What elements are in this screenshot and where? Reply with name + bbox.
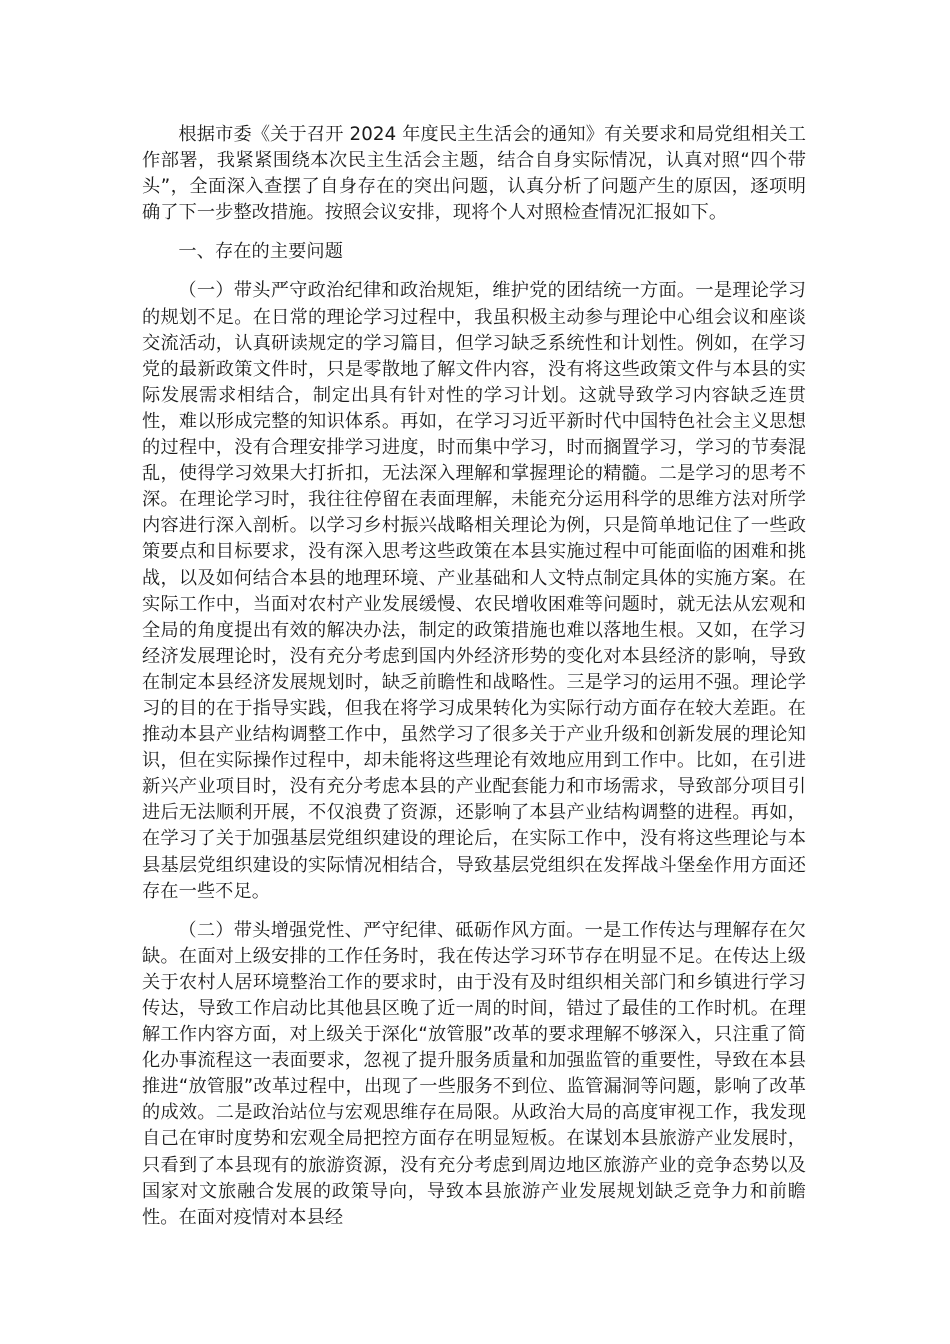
intro-paragraph: 根据市委《关于召开 2024 年度民主生活会的通知》有关要求和局党组相关工作部署，我紧紧围绕本次民主生活会主题，结合自身实际情况，认真对照“四个带头”，全面深入查摆了自身存在的突出问题，认真分析了问题产生的原因，逐项明确了下一步整改措施。按照会议安排，现将个人对照检查情况汇报如下。 [142, 124, 806, 224]
document-body [142, 122, 806, 1231]
section-heading: 一、存在的主要问题 [178, 241, 343, 263]
section-1-paragraph: （一）带头严守政治纪律和政治规矩，维护党的团结统一方面。一是理论学习的规划不足。在日常的理论学习过程中，我虽积极主动参与理论中心组会议和座谈交流活动，认真研读规定的学习篇目，但学习缺乏系统性和计划性。例如，在学习党的最新政策文件时，只是零散地了解文件内容，没有将这些政策文件与本县的实际发展需求相结合，制定出具有针对性的学习计划。这就导致学习内容缺乏连贯性，难以形成完整的知识体系。再如，在学习习近平新时代中国特色社会主义思想的过程中，没有合理安排学习进度，时而集中学习，时而搁置学习，学习的节奏混乱，使得学习效果大打折扣，无法深入理解和掌握理论的精髓。二是学习的思考不深。在理论学习时，我往往停留在表面理解，未能充分运用科学的思维方法对所学内容进行深入剖析。以学习乡村振兴战略相关理论为例，只是简单地记住了一些政策要点和目标要求，没有深入思考这些政策在本县实施过程中可能面临的困难和挑战，以及如何结合本县的地理环境、产业基础和人文特点制定具体的实施方案。在实际工作中，当面对农村产业发展缓慢、农民增收困难等问题时，就无法从宏观和全局的角度提出有效的解决办法，制定的政策措施也难以落地生根。又如，在学习经济发展理论时，没有充分考虑到国内外经济形势的变化对本县经济的影响，导致在制定本县经济发展规划时，缺乏前瞻性和战略性。三是学习的运用不强。理论学习的目的在于指导实践，但我在将学习成果转化为实际行动方面存在较大差距。在推动本县产业结构调整工作中，虽然学习了很多关于产业升级和创新发展的理论知识，但在实际操作过程中，却未能将这些理论有效地应用到工作中。比如，在引进新兴产业项目时，没有充分考虑本县的产业配套能力和市场需求，导致部分项目引进后无法顺利开展，不仅浪费了资源，还影响了本县产业结构调整的进程。再如，在学习了关于加强基层党组织建设的理论后，在实际工作中，没有将这些理论与本县基层党组织建设的实际情况相结合，导致基层党组织在发挥战斗堡垒作用方面还存在一些不足。 [142, 280, 806, 902]
section-2-paragraph: （二）带头增强党性、严守纪律、砥砺作风方面。一是工作传达与理解存在欠缺。在面对上级安排的工作任务时，我在传达学习环节存在明显不足。在传达上级关于农村人居环境整治工作的要求时，由于没有及时组织相关部门和乡镇进行学习传达，导致工作启动比其他县区晚了近一周的时间，错过了最佳的工作时机。在理解工作内容方面，对上级关于深化“放管服”改革的要求理解不够深入，只注重了简化办事流程这一表面要求，忽视了提升服务质量和加强监管的重要性，导致在本县推进“放管服”改革过程中，出现了一些服务不到位、监管漏洞等问题，影响了改革的成效。二是政治站位与宏观思维存在局限。从政治大局的高度审视工作，我发现自己在审时度势和宏观全局把控方面存在明显短板。在谋划本县旅游产业发展时，只看到了本县现有的旅游资源，没有充分考虑到周边地区旅游产业的竞争态势以及国家对文旅融合发展的政策导向，导致本县旅游产业发展规划缺乏竞争力和前瞻性。在面对疫情对本县经 [142, 919, 806, 1228]
